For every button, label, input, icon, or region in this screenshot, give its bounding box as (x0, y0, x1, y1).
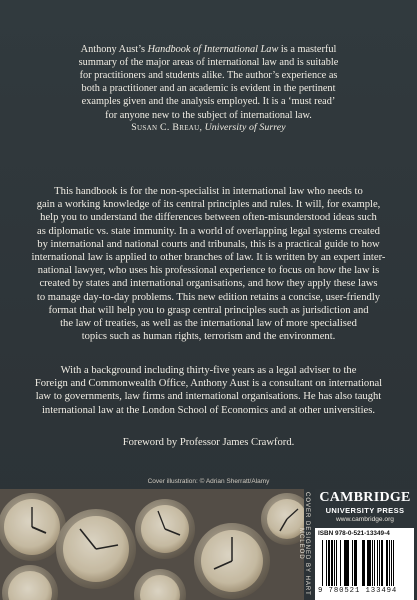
review-line: summary of the major areas of international law and is suitable (78, 57, 339, 69)
book-title: Handbook of International Law (147, 44, 279, 55)
review-line: for anyone new to the subject of international law. (105, 109, 312, 121)
description-line: as diplomatic vs. state immunity. In a world of overlapping legal systems created (37, 225, 380, 237)
bio-line: With a background including thirty-five years as a legal adviser to the (60, 365, 357, 376)
barcode-bar (394, 540, 395, 586)
review-line: examples given and the analysis employed. It is a ‘must read’ (81, 96, 336, 108)
clock-photo (0, 489, 304, 600)
review-text: Anthony Aust’s (80, 44, 148, 55)
bio-line: international law at the London School of Economics and at other universities. (41, 404, 376, 416)
description-line: topics such as human rights, terrorism and the environment. (81, 331, 336, 343)
isbn-label: ISBN 978-0-521-13349-4 (318, 530, 390, 537)
reviewer-name: Susan C. Breau (131, 122, 200, 133)
description-line: help you to understand the differences between often-misunderstood ideas such (40, 212, 377, 224)
publisher-press: UNIVERSITY PRESS (325, 506, 405, 515)
description-line: international law is applied to other branches of law. It is written by an expert inter- (31, 252, 386, 263)
barcode (322, 540, 408, 586)
cover-credit: Cover illustration: © Adrian Sherratt/Alamy (147, 478, 270, 485)
description-line: format that will help you to grasp central principles such as jurisdiction and (48, 304, 369, 316)
description-line: created by states and international organisations, and how they apply these laws (39, 278, 378, 290)
review-text: is a masterful (278, 44, 337, 55)
barcode-digits: 9 780521 133494 (318, 587, 398, 595)
description-line: by international and national courts and tribunals, this is a practical guide to how (37, 238, 380, 250)
publisher-name: CAMBRIDGE (319, 490, 411, 505)
description-line: to manage day-to-day problems. This new edition retains a concise, user-friendly (36, 291, 381, 303)
bio-line: Foreign and Commonwealth Office, Anthony Aust is a consultant on international (34, 378, 383, 390)
description-line: gain a working knowledge of its central principles and rules. It will, for example, (36, 199, 381, 211)
publisher-url: www.cambridge.org (336, 516, 394, 523)
description-line: This handbook is for the non-specialist in international law who needs to (54, 186, 363, 197)
description-line: national lawyer, who uses his professional experience to focus on how the law is (37, 265, 380, 277)
description-line: the law of treaties, as well as the international law of more specialised (60, 318, 357, 329)
review-line: for practitioners and students alike. The author’s experience as (79, 70, 338, 82)
clocks-illustration (0, 489, 304, 600)
foreword-note: Foreword by Professor James Crawford. (122, 437, 295, 448)
review-attribution: Susan C. Breau, University of Surrey (131, 122, 286, 133)
reviewer-affiliation: University of Surrey (204, 122, 286, 133)
review-line (0, 44, 417, 56)
design-credit: COVER DESIGNED BY HART MCLEOD (298, 492, 310, 596)
review-line: both a practitioner and an academic is evident in the pertinent (81, 83, 336, 95)
bio-line: law to governments, law firms and international organisations. He has also taught (35, 391, 382, 403)
